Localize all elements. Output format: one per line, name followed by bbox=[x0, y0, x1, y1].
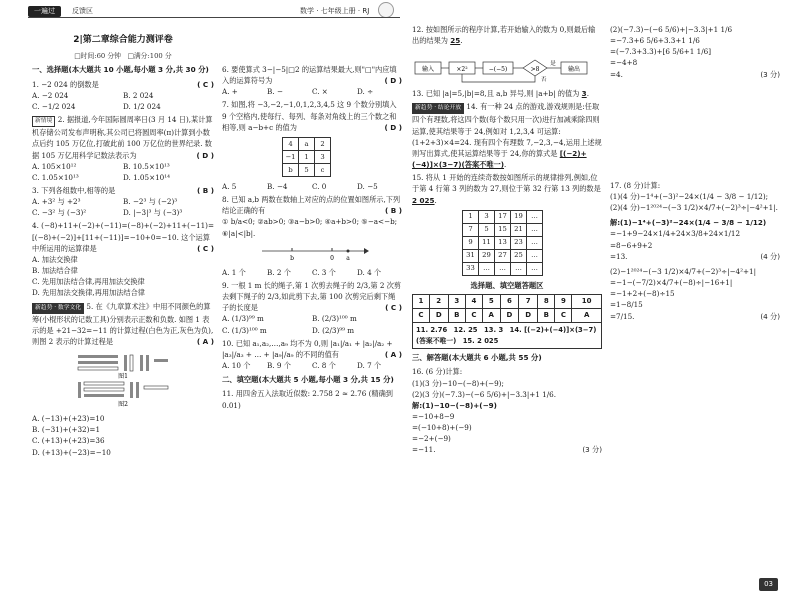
figure-1-rods bbox=[78, 355, 168, 371]
math-culture-tag: 新趋势 · 数学文化 bbox=[32, 303, 84, 314]
question-4: 4. (−8)+11+(−2)+(−11)=(−8)+(−2)+11+(−11)=[(−8)+(−2)]+[11+(−11)]=−10+0=−10. 这个运算中所运用的运算律是 ( C ) A. 加法交换律 B. 加法结合律 C. 先用加法结合律,再用加法交换律 D. 先用加法交换律,再用加法结合律 bbox=[32, 221, 214, 298]
choice-answer-table: 1 2 3 4 5 6 7 8 9 10 C D B C A D D B C A bbox=[412, 294, 602, 323]
svg-text:>8: >8 bbox=[530, 66, 540, 74]
full-score: □满分:100 分 bbox=[127, 51, 172, 60]
open-conclusion-tag: 新趋势 · 结论开放 bbox=[412, 103, 464, 114]
fill-answer-box: 11. 2.76 12. 25 13. 3 14. [(−2)+(−4)]×(3−7)(答案不唯一) 15. 2 025 bbox=[412, 323, 602, 349]
svg-text:a: a bbox=[346, 254, 350, 262]
question-1: ( C ) 1. −2 024 的倒数是 A. −2 024 B. 2 024 C. −1/2 024 D. 1/2 024 bbox=[32, 79, 214, 112]
answer-area-title: 选择题、填空题答题区 bbox=[470, 280, 544, 290]
counting-rods-figure bbox=[68, 351, 178, 409]
question-15: 15. 将从 1 开始的连续奇数按如图所示的规律排列,例如,位于第 4 行第 3 列的数为 27,则位于第 32 行第 13 列的数是 2 025. 1 3 17 19 … 7 5 15 21 … 9 11 13 23 … 31 29 27 25 … 33 … … … … bbox=[412, 172, 602, 275]
question-6: 6. 要使算式 3−|−5|□2 的运算结果最大,则"□"内应填入的运算符号为 ( D ) A. + B. − C. × D. ÷ bbox=[222, 65, 402, 97]
figure-2-caption: 图2 bbox=[118, 401, 128, 409]
question-7: 7. 如图,将 −3,−2,−1,0,1,2,3,4,5 这 9 个数分别填入 9 个空格内,使每行、每列、每条对角线上的三个数之和相等,则 a−b+c 的值为 ( D ) 4 a 2 −1 1 3 b 5 c A. 5 B. −4 C. 0 D. −5 bbox=[222, 100, 402, 191]
column-1 bbox=[32, 24, 214, 460]
question-8: 8. 已知 a,b 两数在数轴上对应的点的位置如图所示,下列结论正确的有 ( B ) ① b/a<0; ②ab>0; ③a−b>0; ④a+b>0; ⑤−a<−b; ⑥|a|<|b|. b 0 a A. 1 个 B. 2 个 C. 3 个 D. 4 个 bbox=[222, 195, 402, 277]
new-context-tag: 新情境 bbox=[32, 116, 55, 127]
brand-label: 一遍过 bbox=[28, 6, 61, 17]
svg-text:输出: 输出 bbox=[567, 66, 581, 74]
header-divider bbox=[28, 17, 400, 18]
time-limit: □时间:60 分钟 bbox=[74, 51, 121, 60]
svg-text:0: 0 bbox=[330, 254, 334, 262]
question-2: 新情境 2. 据报道,今年国际圆周率日(3 月 14 日),某计算机存储公司发布声明称,其公司已将圆周率(π)计算到小数点后约 105 万亿位,打破此前 100 万亿位的世界纪录. 数据 105 万亿用科学记数法表示为 ( D ) A. 105×10¹² B. 10.5×10¹³ C. 1.05×10¹³ D. 1.05×10¹⁴ bbox=[32, 115, 214, 182]
figure-2-rods bbox=[78, 382, 168, 398]
paper-meta bbox=[32, 51, 214, 62]
number-line bbox=[252, 243, 372, 263]
odd-number-grid: 1 3 17 19 … 7 5 15 21 … 9 11 13 23 … 31 29 27 25 … 33 … … … … bbox=[462, 210, 543, 276]
svg-text:输入: 输入 bbox=[421, 66, 435, 74]
svg-text:是: 是 bbox=[550, 61, 556, 68]
column-4 bbox=[610, 24, 780, 324]
column-3 bbox=[412, 24, 602, 458]
question-12: 12. 按如图所示的程序计算,若开始输入的数为 0,则最后输出的结果为 25. 输入 ×2² −(−5) >8 是 输出 否 bbox=[412, 24, 602, 84]
column-2 bbox=[222, 64, 402, 413]
svg-text:否: 否 bbox=[541, 77, 547, 84]
flowchart bbox=[413, 50, 601, 84]
paper-title: 2|第二章综合能力测评卷 bbox=[73, 35, 173, 45]
section-fill: 二、填空题(本大题共 5 小题,每小题 3 分,共 15 分) bbox=[222, 375, 394, 385]
question-11: 11. 用四舍五入法取近似数: 2.758 2 ≈ 2.76 (精确到 0.01) bbox=[222, 389, 393, 410]
mascot-icon bbox=[378, 2, 394, 18]
question-17: 17. (8 分)计算: (1)(4 分)−1⁴+(−3)²−24×(1/4 − 3/8 − 1/12); (2)(4 分)−1²⁰²⁴−(−3 1/2)×4/7+(−2)³÷|−4²+1|. 解:(1)−1⁴+(−3)²−24×(1/4 − 3/8 − 1/12) =−1+9−24×1/4+24×3/8+24×1/12 =8−6+9+2 =13. (4 分) (2)−1²⁰²⁴−(−3 1/2)×4/7+(−2)³÷|−4²+1| =−1−(−7/2)×4/7+(−8)÷|−16+1| =−1+2+(−8)÷15 =1−8/15 =7/15. (4 分) bbox=[610, 180, 780, 321]
question-3: ( B ) 3. 下列各组数中,相等的是 A. +3² 与 +2³ B. −2³ 与 (−2)³ C. −3² 与 (−3)² D. |−3|³ 与 (−3)³ bbox=[32, 186, 214, 218]
section-solve: 三、解答题(本大题共 6 小题,共 55 分) bbox=[412, 353, 542, 363]
page-number: 03 bbox=[759, 578, 778, 591]
question-9: 9. 一根 1 m 长的绳子,第 1 次剪去绳子的 2/3,第 2 次剪去剩下绳子的 2/3,如此剪下去,第 100 次剪完后剩下绳子的长度是 ( C ) A. (1/3)⁹⁹ m B. (2/3)¹⁰⁰ m C. (1/3)¹⁰⁰ m D. (2/3)⁹⁹ m bbox=[222, 280, 402, 335]
svg-text:b: b bbox=[290, 254, 294, 262]
question-10: 10. 已知 a₁,a₂,…,a₉ 均不为 0,则 |a₁|/a₁ + |a₂|/a₂ + |a₃|/a₃ + … + |a₉|/a₉ 的不同的值有 ( A ) A. 10 个 B. 9 个 C. 8 个 D. 7 个 bbox=[222, 338, 402, 370]
solution-16-part2: (2)(−7.3)−(−6 5/6)+|−3.3|+1 1/6 =−7.3+6 5/6+3.3+1 1/6 =(−7.3+3.3)+[6 5/6+1 1/6] =−4+8 =4. (3 分) bbox=[610, 25, 780, 79]
svg-text:−(−5): −(−5) bbox=[488, 66, 508, 74]
section-label: 反馈区 bbox=[72, 7, 93, 15]
subject-label: 数学 · 七年级上册 · RJ bbox=[300, 7, 370, 15]
question-5: 新趋势 · 数学文化 5. 在《九章算术注》中用不同颜色的算筹(小棍形状的记数工具)分别表示正数和负数. 如图 1 表示的是 +21−32=−11 的计算过程(白色为正,灰色为负),则图 2 表示的计算过程是 ( A ) 图1 图2 A. (−13)+(+23)=10 B. (−31)+(+32)=1 C. (+13)+(+23)=36 D. (+13)+(−23)=−10 bbox=[32, 301, 214, 457]
svg-text:×2²: ×2² bbox=[456, 66, 468, 74]
section-choice: 一、选择题(本大题共 10 小题,每小题 3 分,共 30 分) bbox=[32, 65, 209, 75]
question-14: 新趋势 · 结论开放 14. 有一种 24 点的游戏,游戏规则是:任取四个有理数,将这四个数(每个数只用一次)进行加减乘除四则运算,使其结果等于 24,例如对 1,2,3,4 可运算:(1+2+3)×4=24. 现有四个有理数 7,−2,3,−4,运用上述规则写出算式,使其运算结果等于 24,你的算式是 [(−2)+(−4)]×(3−7)(答案不唯一). bbox=[412, 102, 602, 170]
figure-1-caption: 图1 bbox=[118, 373, 128, 381]
question-16: 16. (6 分)计算: (1)(3 分)−10−(−8)+(−9); (2)(3 分)(−7.3)−(−6 5/6)+|−3.3|+1 1/6. 解:(1)−10−(−8)+(−9) =−10+8−9 =(−10+8)+(−9) =−2+(−9) =−11. (3 分) bbox=[412, 367, 602, 455]
magic-square: 4 a 2 −1 1 3 b 5 c bbox=[282, 137, 331, 177]
page-header bbox=[0, 0, 800, 18]
question-13: 13. 已知 |a|=5,|b|=8,且 a,b 异号,则 |a+b| 的值为 3. bbox=[412, 89, 589, 99]
